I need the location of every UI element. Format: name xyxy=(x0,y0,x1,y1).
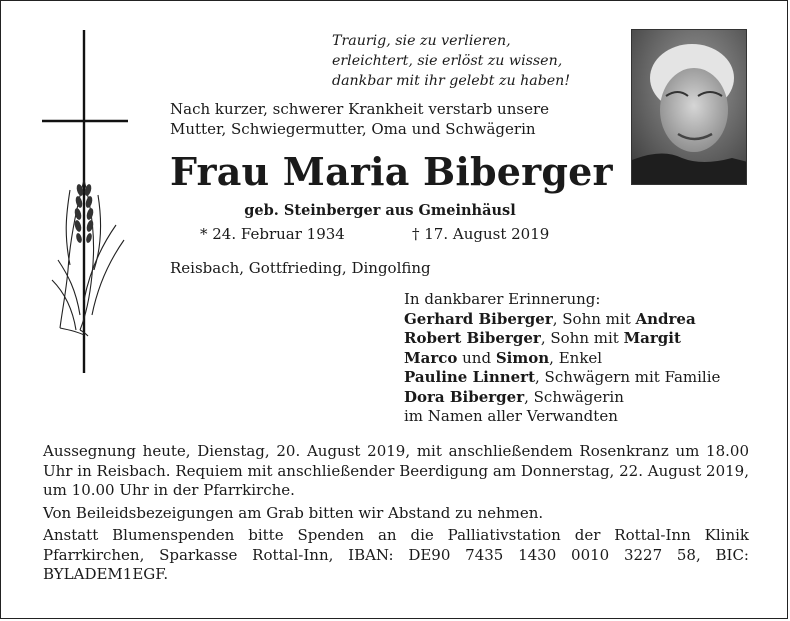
deceased-name: Frau Maria Biberger xyxy=(170,149,613,194)
mourner-line: Marco und Simon, Enkel xyxy=(404,348,603,367)
mourner-line: Pauline Linnert, Schwägern mit Familie xyxy=(404,368,721,386)
death-date: † 17. August 2019 xyxy=(412,225,550,243)
intro-line: Nach kurzer, schwerer Krankheit verstarb unsere xyxy=(170,100,549,118)
life-dates xyxy=(200,224,550,244)
birth-date: * 24. Februar 1934 xyxy=(200,225,345,243)
mourners-heading: In dankbarer Erinnerung: xyxy=(404,290,601,308)
poem-line: dankbar mit ihr gelebt zu haben! xyxy=(332,73,571,89)
mourner-line: Robert Biberger, Sohn mit Margit xyxy=(404,329,681,347)
mourners-closing: im Namen aller Verwandten xyxy=(404,407,618,425)
notice-text xyxy=(43,442,749,588)
places: Reisbach, Gottfrieding, Dingolfing xyxy=(170,259,431,277)
mourner-line: Gerhard Biberger, Sohn mit Andrea xyxy=(404,309,696,328)
poem xyxy=(332,31,570,91)
born-name: geb. Steinberger aus Gmeinhäusl xyxy=(244,202,516,219)
intro-line: Mutter, Schwiegermutter, Oma und Schwägerin xyxy=(170,120,536,138)
cross-with-wheat-icon xyxy=(40,30,140,375)
intro-text xyxy=(170,99,549,139)
mourner-line: Dora Biberger, Schwägerin xyxy=(404,387,624,406)
donation-info: Anstatt Blumenspenden bitte Spenden an die Palliativstation der Rottal-Inn Klinik Pfarrkirchen, Sparkasse Rottal-Inn, IBAN: DE90 7435 1430 0010 3227 58, BIC: BYLADEM1EGF. xyxy=(43,526,749,583)
poem-line: erleichtert, sie erlöst zu wissen, xyxy=(332,53,563,69)
mourners-block xyxy=(404,290,720,427)
condolence-info: Von Beileidsbezeigungen am Grab bitten wir Abstand zu nehmen. xyxy=(43,503,544,522)
poem-line: Traurig, sie zu verlieren, xyxy=(332,33,511,49)
portrait-photo xyxy=(631,29,747,185)
service-info: Aussegnung heute, Dienstag, 20. August 2019, mit anschließendem Rosenkranz um 18.00 Uhr in Reisbach. Requiem mit anschließender Beerdigung am Donnerstag, 22. August 2019, um 10.00 Uhr in der Pfarrkirche. xyxy=(43,442,749,499)
